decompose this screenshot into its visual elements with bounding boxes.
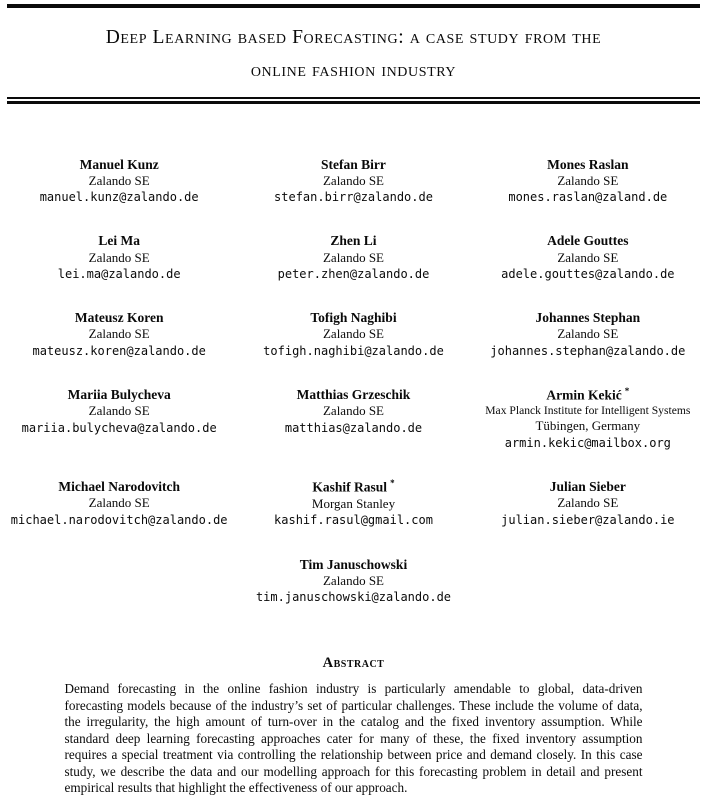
author-email: julian.sieber@zalando.ie (501, 512, 675, 527)
author-name (236, 478, 470, 496)
author-email: mateusz.koren@zalando.de (32, 343, 206, 358)
author-name-text: Kashif Rasul (312, 479, 388, 495)
author-name: Julian Sieber (549, 479, 626, 495)
author-name: Mariia Bulycheva (67, 387, 171, 403)
author-email: michael.narodovitch@zalando.de (10, 512, 228, 527)
abstract-paragraph: Demand forecasting in the online fashion industry is particularly amendable to global, data-driven forecasting models because of the industry’s set of particular challenges. These include the volume of data, the irregularity, the high amount of turn-over in the catalog and the fixed inventory assumption. While standard deep learning forecasting approaches cater for many of these, the fixed inventory assumption requires a special treatment via controlling the relationship between price and demand closely. In this case study, we describe the data and our modelling approach for this forecasting problem in detail and present empirical results that highlight the effectiveness of our approach. (64, 681, 643, 795)
author-affiliation: Zalando SE (88, 249, 150, 265)
author-affiliation: Zalando SE (557, 326, 619, 342)
author-block (236, 232, 470, 282)
author-name: Johannes Stephan (535, 310, 641, 326)
author-block (2, 386, 236, 451)
authors-grid (2, 156, 705, 606)
author-block (471, 386, 705, 451)
author-email: manuel.kunz@zalando.de (39, 190, 199, 205)
author-affiliation: Morgan Stanley (311, 495, 396, 511)
author-affiliation: Zalando SE (557, 249, 619, 265)
author-name: Matthias Grzeschik (296, 387, 411, 403)
author-email: kashif.rasul@gmail.com (274, 513, 433, 528)
author-block (471, 156, 705, 206)
author-block (2, 156, 236, 206)
author-name: Tim Januschowski (299, 556, 408, 572)
author-email: matthias@zalando.de (284, 420, 423, 435)
author-name: Zhen Li (330, 233, 377, 249)
author-name: Lei Ma (98, 233, 140, 249)
author-affiliation: Zalando SE (88, 326, 150, 342)
author-affiliation: Zalando SE (88, 403, 150, 419)
author-email: adele.gouttes@zalando.de (501, 267, 675, 282)
author-footnote-asterisk: * (390, 478, 395, 489)
author-block (236, 156, 470, 206)
paper-title-line-2: online fashion industry (250, 60, 457, 81)
author-block (471, 478, 705, 528)
author-block (236, 309, 470, 359)
title-rule-bottom-thin (7, 97, 700, 99)
author-affiliation: Zalando SE (322, 172, 384, 188)
author-affiliation: Zalando SE (557, 495, 619, 511)
abstract-heading: Abstract (322, 655, 385, 672)
author-name: Stefan Birr (321, 156, 386, 172)
author-email: lei.ma@zalando.de (57, 267, 181, 282)
author-affiliation: Zalando SE (322, 572, 384, 588)
author-email: armin.kekic@mailbox.org (504, 435, 671, 450)
author-name: Mateusz Koren (74, 310, 164, 326)
author-affiliation: Zalando SE (88, 495, 150, 511)
author-block (236, 478, 470, 528)
author-name-text: Armin Kekić (546, 387, 622, 403)
author-affiliation: Zalando SE (322, 403, 384, 419)
author-email: mones.raslan@zaland.de (508, 190, 668, 205)
author-email: johannes.stephan@zalando.de (490, 343, 686, 358)
author-name: Michael Narodovitch (58, 479, 180, 495)
author-block (2, 232, 236, 282)
author-footnote-asterisk: * (624, 386, 630, 397)
author-block (2, 478, 236, 528)
author-affiliation: Zalando SE (322, 326, 384, 342)
author-email: tofigh.naghibi@zalando.de (263, 343, 444, 358)
author-email: stefan.birr@zalando.de (274, 190, 433, 205)
paper-title (0, 8, 707, 97)
author-name: Mones Raslan (547, 156, 629, 172)
author-affiliation: Zalando SE (88, 172, 150, 188)
paper-title-line-1: Deep Learning based Forecasting: a case study from the (105, 27, 602, 48)
author-name: Adele Gouttes (547, 233, 629, 249)
author-name: Manuel Kunz (79, 156, 159, 172)
author-name (471, 386, 705, 404)
author-name: Tofigh Naghibi (310, 310, 397, 326)
title-rule-bottom-thick (7, 101, 700, 104)
author-block (2, 309, 236, 359)
author-affiliation: Zalando SE (557, 172, 619, 188)
author-email: mariia.bulycheva@zalando.de (21, 420, 217, 435)
author-email: peter.zhen@zalando.de (277, 267, 430, 282)
author-block (236, 386, 470, 451)
author-affiliation: Zalando SE (322, 249, 384, 265)
author-block (2, 556, 705, 606)
author-block (471, 232, 705, 282)
author-affiliation: Max Planck Institute for Intelligent Systems (485, 403, 691, 417)
author-email: tim.januschowski@zalando.de (255, 590, 452, 605)
author-affiliation-line-2: Tübingen, Germany (535, 418, 641, 434)
author-block (471, 309, 705, 359)
